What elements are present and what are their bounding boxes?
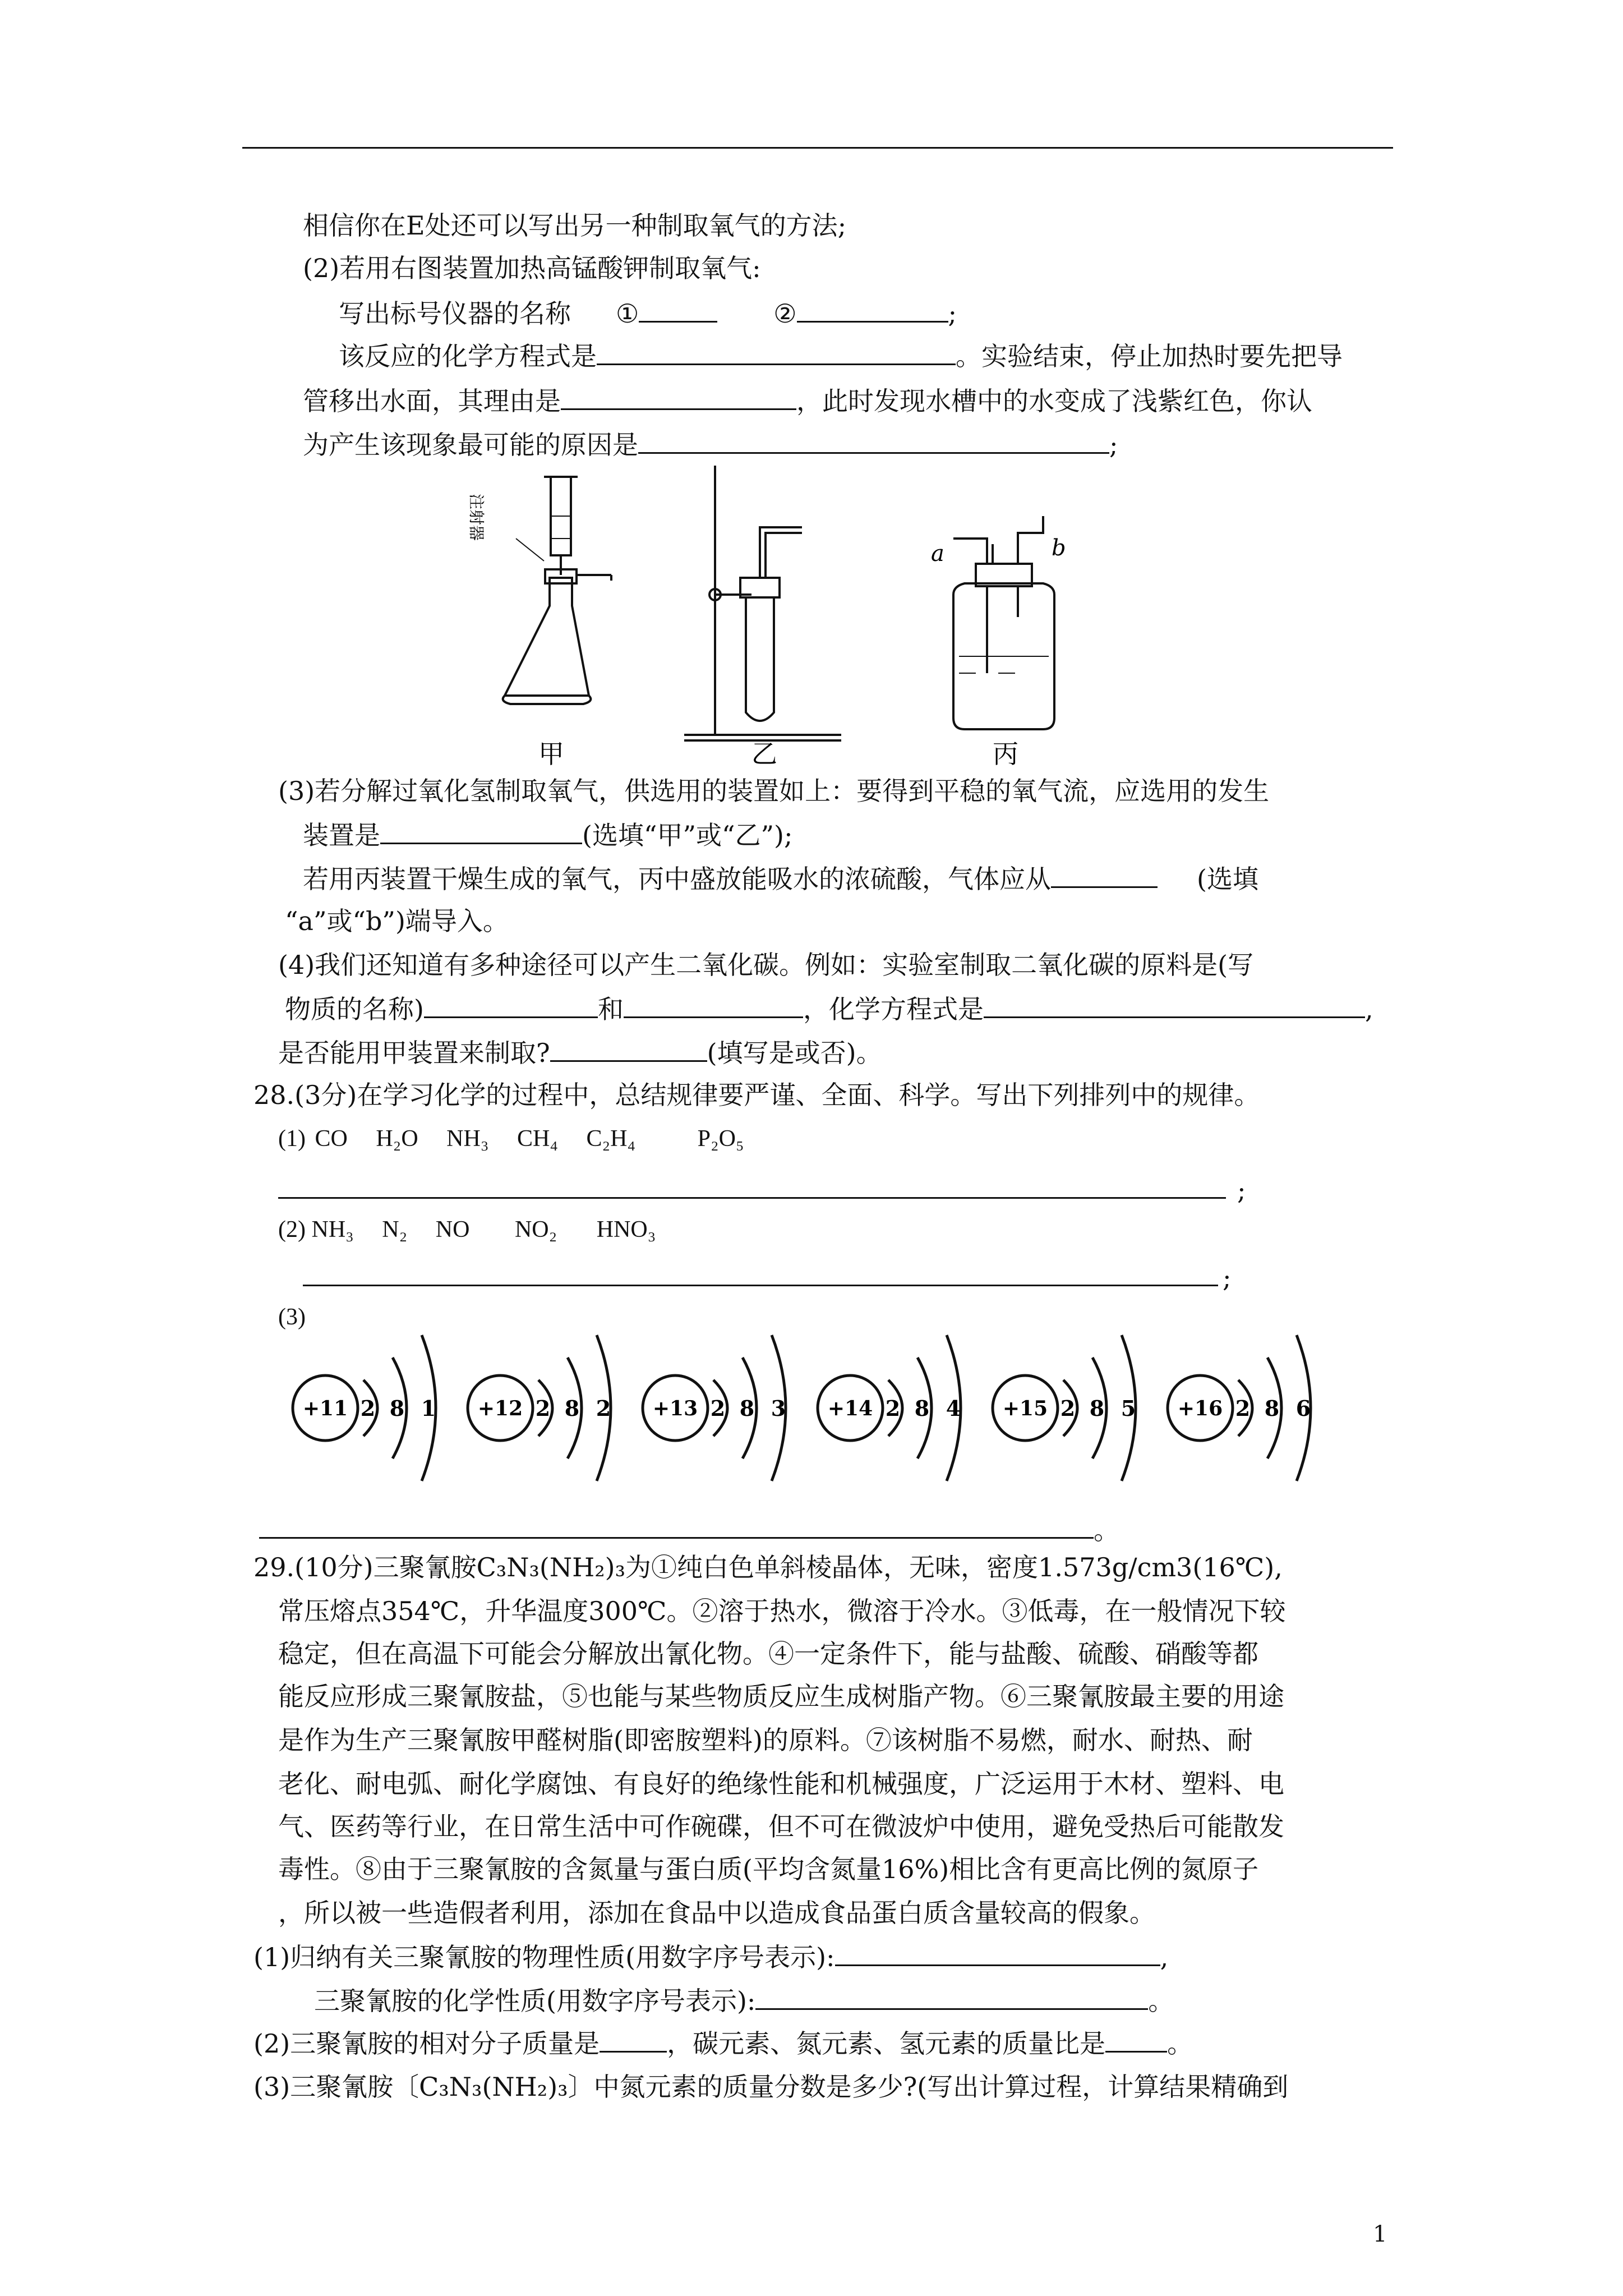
text-line: (4)我们还知道有多种途径可以产生二氧化碳。例如：实验室制取二氧化碳的原料是(写: [278, 950, 1254, 980]
text-line: 是否能用甲装置来制取? (填写是或否)。: [278, 1036, 882, 1070]
answer-blank[interactable]: [835, 1940, 1160, 1966]
question-29-line: ，所以被一些造假者利用，添加在食品中以造成食品蛋白质含量较高的假象。: [278, 1898, 1155, 1928]
atom-structure-diagrams: [280, 1329, 1391, 1492]
sequence-2: (2) NH₃ N₂ NO NO₂ HNO₃: [278, 1217, 656, 1243]
syringe-label: 注射器: [467, 494, 486, 541]
text-line: 相信你在E处还可以写出另一种制取氧气的方法;: [303, 210, 847, 241]
answer-prompt: (1)归纳有关三聚氰胺的物理性质(用数字序号表示): ,: [253, 1940, 1168, 1974]
electron-count: 3: [771, 1396, 786, 1421]
question-29-line: 毒性。⑧由于三聚氰胺的含氮量与蛋白质(平均含氮量16%)相比含有更高比例的氮原子: [278, 1854, 1259, 1884]
text-line: 装置是 (选填“甲”或“乙”);: [303, 818, 792, 852]
apparatus-yi: [684, 466, 841, 740]
electron-count: 1: [421, 1396, 436, 1421]
electron-count: 8: [564, 1396, 580, 1421]
answer-blank[interactable]: [1051, 862, 1158, 888]
text-line: (2)若用右图装置加热高锰酸钾制取氧气:: [303, 253, 761, 283]
text-line: (3)若分解过氧化氢制取氧气，供选用的装置如上：要得到平稳的氧气流，应选用的发生: [278, 776, 1270, 806]
nucleus-charge: +14: [827, 1397, 873, 1420]
apparatus-bing: [953, 516, 1054, 729]
electron-count: 6: [1295, 1396, 1311, 1421]
electron-count: 4: [946, 1396, 961, 1421]
atom-diagram: [993, 1335, 1136, 1481]
electron-count: 8: [389, 1396, 405, 1421]
nucleus-charge: +13: [652, 1397, 698, 1420]
port-a-label: a: [931, 541, 944, 567]
nucleus-charge: +16: [1177, 1397, 1223, 1420]
apparatus-figure: [460, 466, 1413, 769]
answer-line[interactable]: [259, 1537, 1094, 1539]
port-b-label: b: [1052, 535, 1066, 561]
answer-blank[interactable]: [797, 296, 948, 323]
electron-count: 2: [885, 1396, 901, 1421]
answer-blank[interactable]: [597, 339, 956, 365]
question-29-line: 气、医药等行业，在日常生活中可作碗碟，但不可在微波炉中使用，避免受热后可能散发: [278, 1811, 1284, 1842]
atom-diagram: [293, 1335, 436, 1481]
nucleus-charge: +12: [477, 1397, 523, 1420]
answer-line[interactable]: [303, 1285, 1218, 1286]
text-line: 为产生该现象最可能的原因是 ;: [303, 427, 1118, 462]
answer-blank[interactable]: [550, 1036, 707, 1062]
electron-count: 2: [596, 1396, 611, 1421]
line-end-mark: 。: [1094, 1515, 1119, 1545]
text-line: 物质的名称) 和 ，化学方程式是 ,: [285, 992, 1373, 1026]
answer-prompt: (3)三聚氰胺〔C₃N₃(NH₂)₃〕中氮元素的质量分数是多少?(写出计算过程，计算结果精确到: [253, 2072, 1289, 2102]
answer-prompt: (2)三聚氰胺的相对分子质量是 ，碳元素、氮元素、氢元素的质量比是 。: [253, 2026, 1193, 2060]
answer-blank[interactable]: [624, 992, 803, 1018]
question-29-line: 是作为生产三聚氰胺甲醛树脂(即密胺塑料)的原料。⑦该树脂不易燃，耐水、耐热、耐: [278, 1725, 1253, 1755]
answer-blank[interactable]: [561, 384, 796, 410]
header-rule: [242, 147, 1393, 149]
text-line: 若用丙装置干燥生成的氧气，丙中盛放能吸水的浓硫酸，气体应从 (选填: [303, 862, 1258, 896]
answer-blank[interactable]: [600, 2026, 667, 2053]
line-end-mark: ;: [1237, 1175, 1246, 1205]
question-29-line: 常压熔点354℃，升华温度300℃。②溶于热水，微溶于冷水。③低毒，在一般情况下较: [278, 1596, 1286, 1626]
electron-count: 2: [535, 1396, 551, 1421]
answer-blank[interactable]: [755, 1984, 1148, 2010]
electron-count: 8: [914, 1396, 930, 1421]
answer-blank[interactable]: [638, 427, 1109, 454]
sequence-3-label: (3): [278, 1304, 306, 1330]
figure-caption-jia: 甲: [538, 739, 564, 769]
answer-prompt: 三聚氰胺的化学性质(用数字序号表示): 。: [314, 1984, 1174, 2018]
electron-count: 8: [1264, 1396, 1280, 1421]
answer-blank[interactable]: [424, 992, 598, 1018]
apparatus-jia: [503, 477, 611, 704]
answer-blank[interactable]: [380, 818, 582, 844]
page-number: 1: [1373, 2221, 1387, 2247]
figure-caption-bing: 丙: [993, 739, 1018, 769]
question-29-line: 能反应形成三聚氰胺盐，⑤也能与某些物质反应生成树脂产物。⑥三聚氰胺最主要的用途: [278, 1681, 1284, 1711]
electron-count: 8: [1089, 1396, 1105, 1421]
question-29-line: 稳定，但在高温下可能会分解放出氰化物。④一定条件下，能与盐酸、硫酸、硝酸等都: [278, 1639, 1258, 1669]
nucleus-charge: +11: [302, 1397, 348, 1420]
answer-blank[interactable]: [1105, 2026, 1167, 2053]
question-28-intro: 28.(3分)在学习化学的过程中，总结规律要严谨、全面、科学。写出下列排列中的规律。: [253, 1080, 1260, 1110]
nucleus-charge: +15: [1002, 1397, 1048, 1420]
atom-diagram: [468, 1335, 611, 1481]
electron-count: 2: [1060, 1396, 1076, 1421]
question-29-line: 老化、耐电弧、耐化学腐蚀、有良好的绝缘性能和机械强度，广泛运用于木材、塑料、电: [278, 1769, 1284, 1799]
electron-count: 8: [739, 1396, 755, 1421]
text-line: “a”或“b”)端导入。: [285, 906, 509, 936]
atom-diagram: [1168, 1335, 1311, 1481]
electron-count: 5: [1121, 1396, 1136, 1421]
answer-line[interactable]: [278, 1197, 1226, 1199]
text-line: 写出标号仪器的名称 ① ② ;: [339, 296, 957, 330]
answer-blank[interactable]: [984, 992, 1365, 1018]
line-end-mark: ;: [1223, 1263, 1232, 1293]
electron-count: 2: [360, 1396, 376, 1421]
sequence-1: (1) CO H₂O NH₃ CH₄ C₂H₄ P₂O₅: [278, 1126, 744, 1152]
atom-diagram: [643, 1335, 786, 1481]
electron-count: 2: [1235, 1396, 1251, 1421]
text-line: 该反应的化学方程式是 。实验结束，停止加热时要先把导: [339, 339, 1343, 373]
answer-blank[interactable]: [639, 296, 717, 323]
question-29-line: 29.(10分)三聚氰胺C₃N₃(NH₂)₃为①纯白色单斜棱晶体，无味，密度1.573g/cm3(16℃),: [253, 1552, 1283, 1582]
electron-count: 2: [710, 1396, 726, 1421]
text-line: 管移出水面，其理由是 ，此时发现水槽中的水变成了浅紫红色，你认: [303, 384, 1312, 418]
figure-caption-yi: 乙: [751, 739, 777, 769]
atom-diagram: [818, 1335, 961, 1481]
